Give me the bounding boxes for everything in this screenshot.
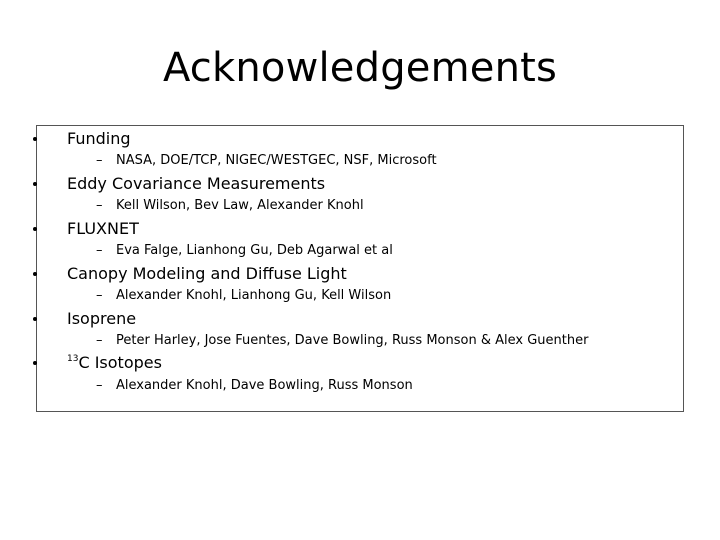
sub-list-item-text: Eva Falge, Lianhong Gu, Deb Agarwal et al [116,243,393,258]
list-item-label: Eddy Covariance Measurements [67,174,326,193]
list-item-label: FLUXNET [67,219,139,238]
slide-title: Acknowledgements [162,45,558,91]
list-item-label: Isoprene [67,309,137,328]
list-item-label: Funding [67,129,131,148]
dash-icon: – [96,198,103,213]
bullet-icon [33,317,37,321]
dash-icon: – [96,378,103,393]
list-item [33,308,633,330]
sub-list-item [33,195,633,217]
sub-list-item [33,285,633,307]
dash-icon: – [96,243,103,258]
bullet-icon [33,272,37,276]
dash-icon: – [96,333,103,348]
sub-list-item-text: Kell Wilson, Bev Law, Alexander Knohl [116,198,364,213]
sub-list-item [33,240,633,262]
bullet-icon [33,137,37,141]
list-item [33,352,633,374]
dash-icon: – [96,288,103,303]
sub-list-item [33,375,633,397]
sub-list-item [33,330,673,352]
sub-list-item-text: NASA, DOE/TCP, NIGEC/WESTGEC, NSF, Microsoft [116,153,437,168]
sub-list-item [33,150,633,172]
list-item-label [67,352,162,374]
list-item [33,173,633,195]
list-item [33,218,633,240]
list-item-label: Canopy Modeling and Diffuse Light [67,264,347,283]
isotope-superscript: 13 [67,353,79,364]
dash-icon: – [96,153,103,168]
bullet-icon [33,227,37,231]
sub-list-item-text: Alexander Knohl, Dave Bowling, Russ Monson [116,378,413,393]
isotope-label-text: C Isotopes [78,353,162,372]
bullet-icon [33,182,37,186]
list-item [33,128,633,150]
sub-list-item-text: Peter Harley, Jose Fuentes, Dave Bowling, Russ Monson & Alex Guenther [116,333,589,348]
sub-list-item-text: Alexander Knohl, Lianhong Gu, Kell Wilson [116,288,392,303]
list-item [33,263,633,285]
bullet-icon [33,361,37,365]
